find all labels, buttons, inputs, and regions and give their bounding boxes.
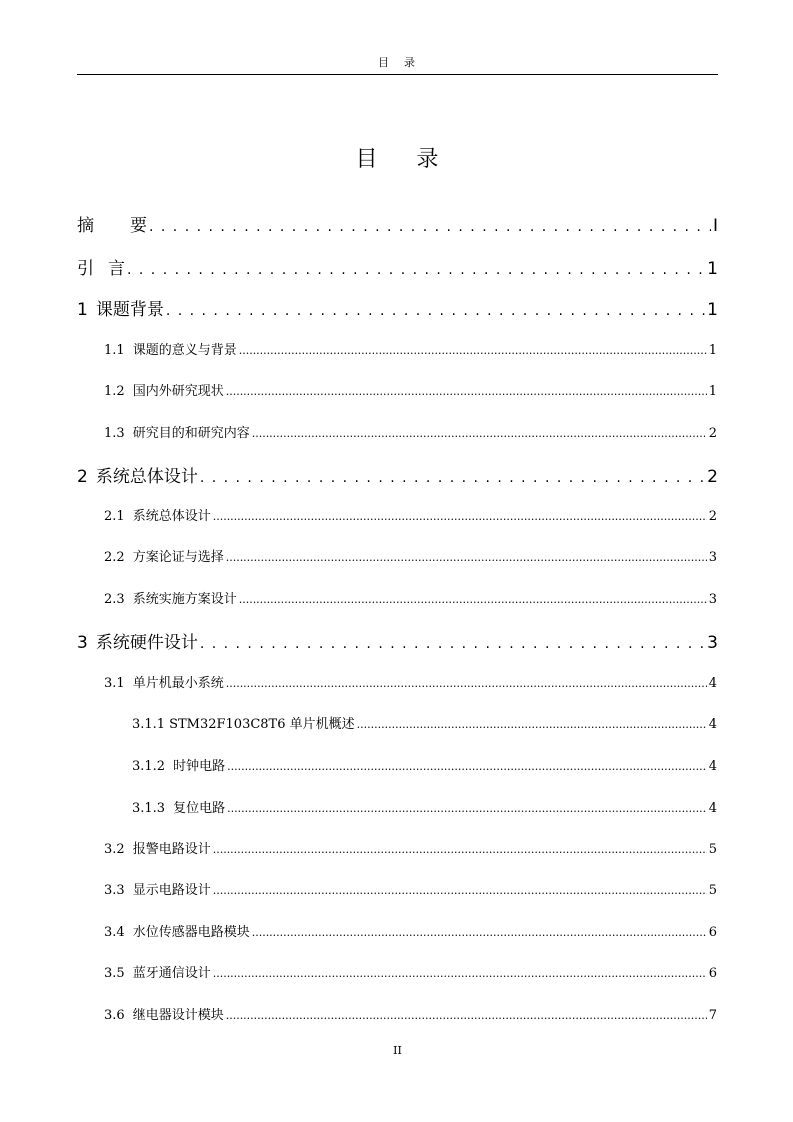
entry-number: 3.2 [104, 842, 125, 857]
entry-number: 1.2 [104, 384, 125, 399]
dot-leader [357, 717, 707, 732]
entry-label: 水位传感器电路模块 [132, 925, 250, 940]
toc-entry-2-2[interactable] [104, 546, 717, 565]
dot-leader [200, 467, 705, 487]
toc-entry-2-1[interactable] [104, 505, 717, 524]
toc-entry-3-3[interactable] [104, 879, 717, 898]
dot-leader [252, 925, 707, 940]
entry-label: 方案论证与选择 [132, 550, 224, 565]
entry-label: 显示电路设计 [132, 883, 211, 898]
entry-number: 2.3 [104, 592, 125, 607]
entry-page: 5 [708, 883, 717, 898]
dot-leader [239, 343, 707, 358]
toc-entry-1-3[interactable] [104, 422, 717, 441]
entry-label: 引 言 [77, 259, 125, 279]
entry-number: 1 [77, 300, 88, 320]
entry-number: 3.5 [104, 966, 125, 981]
entry-page: I [712, 216, 718, 236]
entry-number: 1.1 [104, 343, 125, 358]
entry-label: 蓝牙通信设计 [132, 966, 211, 981]
toc-entry-3-1-2[interactable] [132, 755, 717, 774]
dot-leader [213, 966, 707, 981]
dot-leader [227, 759, 707, 774]
entry-label: 单片机最小系统 [132, 676, 224, 691]
toc-entry-chapter-1[interactable] [77, 295, 718, 320]
toc-entry-chapter-2[interactable] [77, 462, 718, 487]
entry-page: 7 [708, 1008, 717, 1023]
dot-leader [166, 300, 705, 320]
entry-page: 6 [708, 966, 717, 981]
entry-page: 6 [708, 925, 717, 940]
dot-leader [149, 216, 711, 236]
running-header: 目 录 [378, 56, 417, 69]
entry-number: 3 [77, 633, 88, 653]
entry-number: 3.3 [104, 883, 125, 898]
toc-entry-3-6[interactable] [104, 1004, 717, 1023]
dot-leader [227, 801, 707, 816]
entry-label: 系统总体设计 [132, 509, 211, 524]
dot-leader [127, 259, 705, 279]
entry-label: 系统总体设计 [95, 467, 198, 487]
toc-entry-3-1-1[interactable] [132, 713, 717, 732]
toc-entry-introduction[interactable] [77, 254, 718, 279]
dot-leader [226, 1008, 707, 1023]
toc-entry-abstract[interactable] [77, 211, 718, 236]
entry-label: 继电器设计模块 [132, 1008, 224, 1023]
entry-label: 国内外研究现状 [132, 384, 224, 399]
entry-page: 2 [708, 426, 717, 441]
entry-page: 3 [708, 550, 717, 565]
dot-leader [200, 633, 705, 653]
entry-page: 4 [708, 676, 717, 691]
entry-number: 3.1.2 [132, 759, 166, 774]
entry-label: 时钟电路 [173, 759, 226, 774]
entry-page: 3 [708, 592, 717, 607]
entry-label: 研究目的和研究内容 [132, 426, 250, 441]
entry-number: 2 [77, 467, 88, 487]
entry-label: 系统实施方案设计 [132, 592, 237, 607]
entry-number: 3.1 [104, 676, 125, 691]
toc-entry-2-3[interactable] [104, 588, 717, 607]
entry-number: 3.1.3 [132, 801, 166, 816]
entry-label: 摘 要 [77, 216, 147, 236]
toc-entry-3-1-3[interactable] [132, 797, 717, 816]
toc-entry-1-2[interactable] [104, 380, 717, 399]
dot-leader [213, 509, 707, 524]
toc-title-left: 目 [355, 147, 379, 172]
toc-entry-3-1[interactable] [104, 672, 717, 691]
toc-title-right: 录 [416, 147, 440, 172]
entry-page: 5 [708, 842, 717, 857]
toc-entry-1-1[interactable] [104, 339, 717, 358]
entry-page: 1 [708, 384, 717, 399]
entry-number: 1.3 [104, 426, 125, 441]
toc-entry-chapter-3[interactable] [77, 628, 718, 653]
entry-number: 3.1.1 [132, 717, 166, 732]
dot-leader [226, 384, 707, 399]
toc-entry-3-5[interactable] [104, 962, 717, 981]
entry-page: 4 [708, 717, 717, 732]
entry-number: 2.2 [104, 550, 125, 565]
dot-leader [226, 550, 707, 565]
dot-leader [213, 883, 707, 898]
entry-number: 3.6 [104, 1008, 125, 1023]
entry-number: 2.1 [104, 509, 125, 524]
entry-page: 4 [708, 759, 717, 774]
entry-page: 1 [708, 343, 717, 358]
entry-page: 3 [707, 633, 718, 653]
entry-page: 2 [707, 467, 718, 487]
dot-leader [213, 842, 707, 857]
page-number: II [393, 1044, 402, 1057]
toc-entry-3-4[interactable] [104, 921, 717, 940]
entry-label: 复位电路 [173, 801, 226, 816]
entry-page: 2 [708, 509, 717, 524]
entry-page: 1 [707, 300, 718, 320]
dot-leader [226, 676, 707, 691]
entry-label: 系统硬件设计 [95, 633, 198, 653]
dot-leader [252, 426, 707, 441]
entry-label: STM32F103C8T6 单片机概述 [169, 717, 355, 732]
entry-page: 1 [707, 259, 718, 279]
entry-page: 4 [708, 801, 717, 816]
entry-label: 课题背景 [95, 300, 164, 320]
entry-label: 课题的意义与背景 [132, 343, 237, 358]
dot-leader [239, 592, 707, 607]
entry-number: 3.4 [104, 925, 125, 940]
toc-entry-3-2[interactable] [104, 838, 717, 857]
entry-label: 报警电路设计 [132, 842, 211, 857]
